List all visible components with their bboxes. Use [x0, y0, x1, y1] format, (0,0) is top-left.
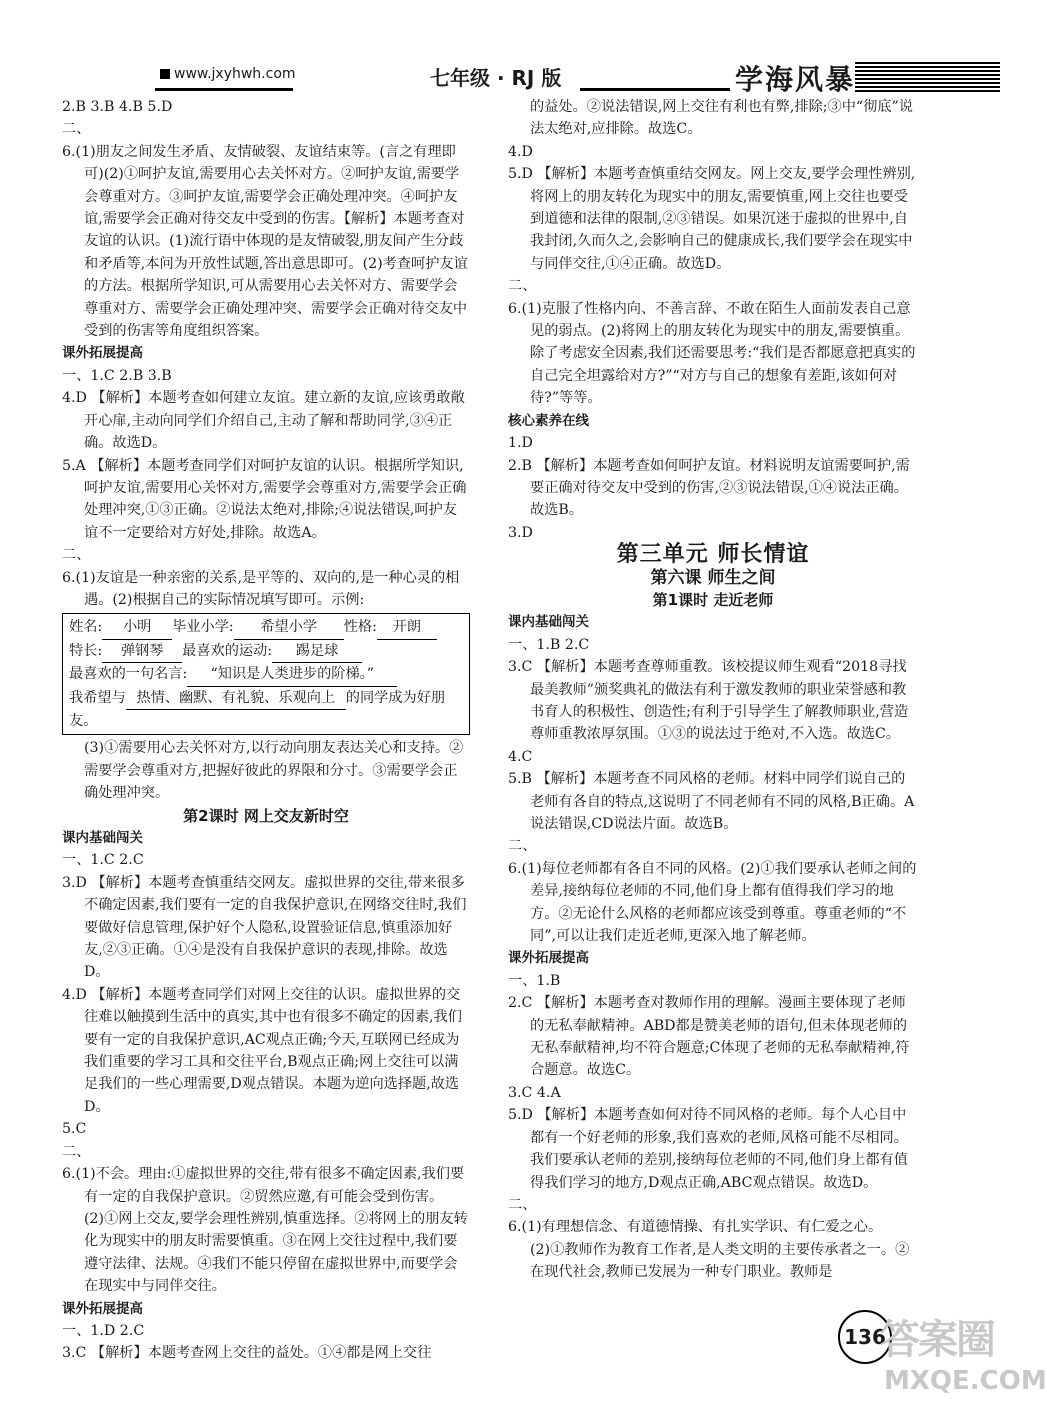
answer-line: 二、 [62, 121, 91, 138]
chapter-title: 第三单元 师长情谊 [616, 542, 810, 568]
answer-item: 6.(1)有理想信念、有道德情操、有扎实学识、有仁爱之心。 [508, 1219, 883, 1236]
form-label: 我希望与 [69, 689, 126, 706]
answer-continuation: 的益处。②说法错误,网上交往有利也有弊,排除;③中“彻底”说法太绝对,应排除。故选C。 [530, 99, 913, 138]
answer-line: 二、 [508, 278, 537, 295]
header-stripes [855, 62, 1000, 92]
right-column [508, 96, 918, 1284]
form-value: “知识是人类进步的阶梯。” [187, 663, 397, 686]
answer-line: 二、 [62, 547, 91, 564]
answer-line: 二、 [508, 838, 537, 855]
form-label: 性格: [343, 619, 377, 636]
header-rule-right [580, 88, 730, 91]
answer-item: 5.D 【解析】本题考查慎重结交网友。网上交友,要学会理性辨别,将网上的朋友转化为现实中的朋友,需要慎重,网上交往也要受到道德和法律的限制,②③错误。如果沉迷于虚拟的世界中,自我封闭,久而久之,会影响自己的健康成长,我们要学会在现实中与同伴交往,①④正确。故选D。 [508, 166, 916, 272]
answer-item: 6.(1)不会。理由:①虚拟世界的交往,带有很多不确定因素,我们要有一定的自我保护意识。②贸然应邀,有可能会受到伤害。(2)①网上交友,要学会理性辨别,慎重选择。②将网上的朋友转化为现实中的朋友时需要慎重。③在网上交往过程中,我们要遵守法律、法规。④我们不能只停留在虚拟世界中,而要学会在现实中与同伴交往。 [62, 1166, 468, 1295]
form-label: 的同学成为好朋友。 [69, 689, 446, 729]
chapter-title: 第1课时 走近老师 [652, 590, 774, 609]
grade-edition: 七年级 · RJ 版 [430, 66, 562, 90]
website-url: www.jxyhwh.com [160, 66, 296, 82]
form-label: 最喜欢的运动: [182, 642, 273, 659]
answer-item: 5.B 【解析】本题考查不同风格的老师。材料中同学们说自己的老师有各自的特点,这说明了不同老师有不同的风格,B正确。A说法错误,CD说法片面。故选B。 [508, 771, 915, 832]
answer-item: 6.(1)友谊是一种亲密的关系,是平等的、双向的,是一种心灵的相遇。(2)根据自己的实际情况填写即可。示例: [62, 569, 460, 608]
form-value: 弹钢琴 [102, 640, 182, 663]
answer-item: 4.D 【解析】本题考查同学们对网上交往的认识。虚拟世界的交往难以触摸到生活中的真实,其中也有很多不确定的因素,我们要有一定的自我保护意识,AC观点正确;今天,互联网已经成为我们重要的学习工具和交往平台,B观点正确;网上交往可以满足我们的一些心理需要,D观点错误。本题为逆向选择题,故选D。 [62, 986, 462, 1115]
answer-line: 一、1.C 2.C [62, 852, 144, 869]
answer-continuation: (2)①教师作为教育工作者,是人类文明的主要传承者之一。②在现代社会,教师已发展为一种专门职业。教师是 [530, 1241, 910, 1281]
answer-line: 3.C 4.A [508, 1084, 561, 1101]
answer-line: 一、1.B 2.C [508, 636, 590, 653]
answer-item: 2.B 【解析】本题考查如何呵护友谊。材料说明友谊需要呵护,需要正确对待交友中受到的伤害,②③说法错误,①④说法正确。故选B。 [508, 457, 910, 519]
page-header [0, 0, 1000, 100]
watermark-url: MXQE.COM [884, 1366, 1047, 1396]
form-value: 热情、幽默、有礼貌、乐观向上 [126, 687, 346, 710]
answer-item: 3.C 【解析】本题考查网上交往的益处。①④都是网上交往 [62, 1345, 432, 1362]
answer-item: 2.C 【解析】本题考查对教师作用的理解。漫画主要体现了老师的无私奉献精神。ABD都是赞美老师的语句,但未体现老师的无私奉献精神,均不符合题意;C体现了老师的无私奉献精神,符合题意。故选C。 [508, 995, 910, 1079]
section-heading: 课外拓展提高 [62, 1300, 143, 1317]
form-value: 踢足球 [272, 640, 362, 663]
answer-line: 2.B 3.B 4.B 5.D [62, 99, 173, 115]
answer-item: 6.(1)每位老师都有各自不同的风格。(2)①我们要承认老师之间的差异,接纳每位老师的不同,他们身上都有值得我们学习的地方。②无论什么风格的老师都应该受到尊重。尊重老师的“不同”,可以让我们走近老师,更深入地了解老师。 [508, 860, 917, 945]
answer-line: 一、1.D 2.C [62, 1322, 145, 1339]
section-heading: 课外拓展提高 [508, 950, 589, 967]
answer-item: 3.D 【解析】本题考查慎重结交网友。虚拟世界的交往,带来很多不确定因素,我们要有一定的自我保护意识,在网络交往时,我们要做好信息管理,保护好个人隐私,设置验证信息,慎重添加好友,②③正确。①④是没有自我保护意识的表现,排除。故选D。 [62, 874, 467, 981]
answer-line: 1.D [508, 435, 533, 452]
answer-line: 4.C [508, 748, 533, 765]
answer-line: 5.C [62, 1121, 87, 1138]
form-value: 小明 [102, 616, 172, 639]
form-label: 毕业小学: [172, 619, 234, 636]
form-label: 特长: [69, 642, 103, 659]
section-heading: 课内基础闯关 [62, 830, 143, 846]
page-number: 136 [838, 1310, 892, 1364]
watermark-logo: 答案圈 [880, 1317, 994, 1363]
sample-form-box [62, 613, 470, 735]
chapter-title: 第2课时 网上交友新时空 [183, 806, 349, 825]
chapter-title: 第六课 师生之间 [650, 567, 776, 588]
answer-item: 4.D 【解析】本题考查如何建立友谊。建立新的友谊,应该勇敢敞开心扉,主动向同学们介绍自己,主动了解和帮助同学,③④正确。故选D。 [62, 390, 465, 452]
section-heading: 课内基础闯关 [508, 614, 589, 631]
section-heading: 核心素养在线 [508, 412, 589, 429]
answer-line: 二、 [62, 1143, 91, 1160]
answer-item: 5.A 【解析】本题考查同学们对呵护友谊的认识。根据所学知识,呵护友谊,需要用心关怀对方,需要学会尊重对方,需要学会正确处理冲突,①③正确。②说法太绝对,排除;④说法错误,呵护友谊不一定要给对方好处,排除。故选A。 [62, 457, 467, 541]
series-logo: 学海风暴 [735, 63, 856, 96]
answer-item: 5.D 【解析】本题考查如何对待不同风格的老师。每个人心目中都有一个好老师的形象,我们喜欢的老师,风格可能不尽相同。我们要承认老师的差别,接纳每位老师的不同,他们身上都有值得我们学习的地方,D观点正确,ABC观点错误。故选D。 [508, 1107, 908, 1191]
answer-item: 6.(1)克服了性格内向、不善言辞、不敢在陌生人面前发表自己意见的弱点。(2)将网上的朋友转化为现实中的朋友,需要慎重。除了考虑安全因素,我们还需要思考:“我们是否都愿意把真实的自己完全坦露给对方?”“对方与自己的想象有差距,该如何对待?”等等。 [508, 300, 916, 407]
answer-line: 4.D [508, 143, 533, 160]
square-bullet-icon [160, 69, 170, 79]
answer-item: 6.(1)朋友之间发生矛盾、友情破裂、友谊结束等。(言之有理即可)(2)①呵护友谊,需要用心去关怀对方。②呵护友谊,需要学会尊重对方。③呵护友谊,需要学会正确处理冲突。④呵护友谊,需要学会正确对待交友中受到的伤害。【解析】本题考查对友谊的认识。(1)流行语中体现的是友情破裂,朋友间产生分歧和矛盾等,本问为开放性试题,答出意思即可。(2)考查呵护友谊的方法。根据所学知识,可从需要用心去关怀对方、需要学会尊重对方、需要学会正确处理冲突、需要学会正确对待交友中受到的伤害等角度组织答案。 [62, 143, 468, 340]
answer-line: 一、1.C 2.B 3.B [62, 367, 172, 384]
form-value: 希望小学 [234, 616, 344, 639]
answer-continuation: (3)①需要用心去关怀对方,以行动向朋友表达关心和支持。②需要学会尊重对方,把握好彼此的界限和分寸。③需要学会正确处理冲突。 [84, 740, 464, 802]
section-heading: 课外拓展提高 [62, 345, 143, 362]
answer-line: 二、 [508, 1196, 537, 1213]
answer-line: 3.D [508, 524, 533, 541]
answer-line: 一、1.B [508, 972, 561, 989]
answer-item: 3.C 【解析】本题考查尊师重教。该校提议师生观看“2018寻找最美教师”颁奖典礼的做法有利于激发教师的职业荣誉感和教书育人的积极性、创造性;有利于引导学生了解教师职业,营造尊师重教浓厚氛围。①③的说法过于绝对,不入选。故选C。 [508, 659, 909, 743]
header-rule-left [155, 88, 293, 91]
form-label: 最喜欢的一句名言: [69, 666, 188, 683]
left-column [62, 96, 470, 1365]
form-label: 姓名: [69, 619, 103, 636]
form-value: 开朗 [377, 616, 437, 639]
